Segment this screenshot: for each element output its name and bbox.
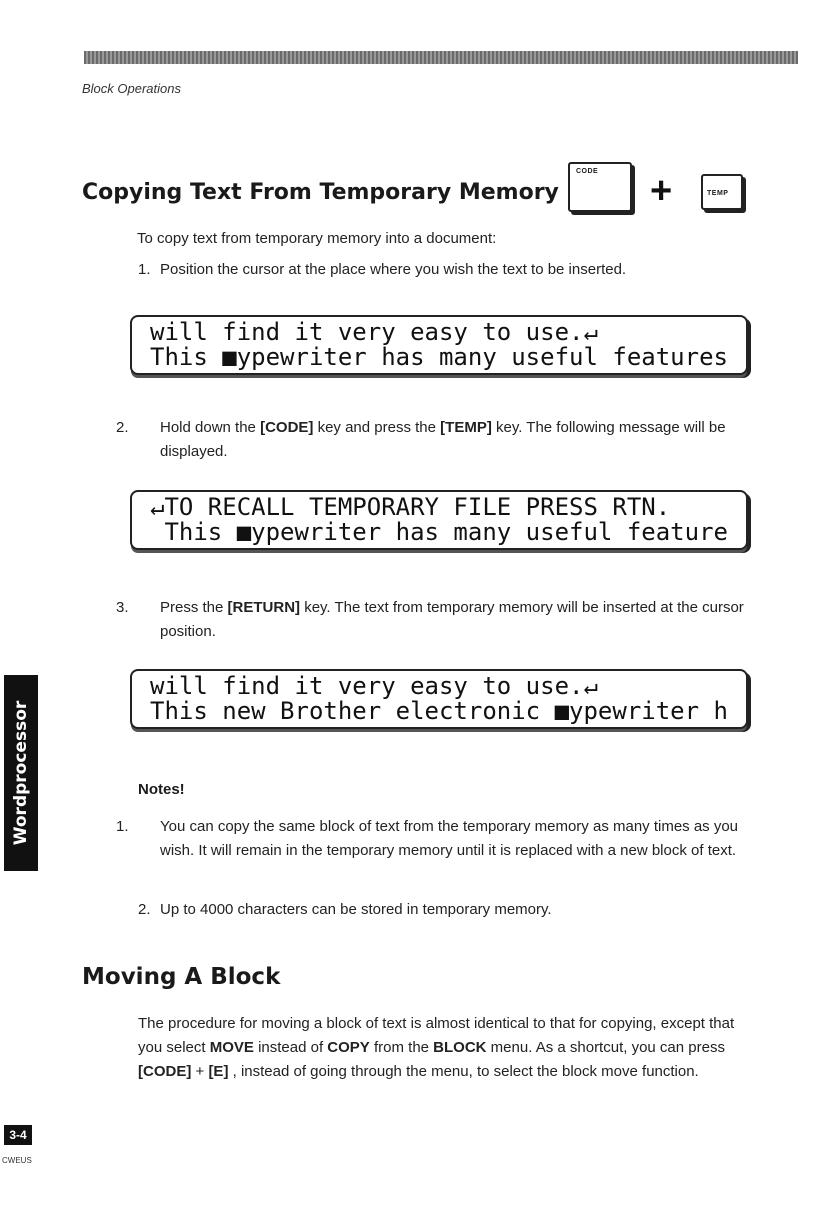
lcd-line: will find it very easy to use.↵	[150, 672, 598, 700]
note-number: 1.	[116, 818, 129, 835]
running-header: Block Operations	[82, 81, 181, 96]
paragraph-text: menu. As a shortcut, you can press	[486, 1039, 725, 1056]
lcd-line: This ■ypewriter has many useful features	[150, 343, 728, 371]
temp-key-label: TEMP	[707, 190, 729, 197]
e-key-ref: [E]	[208, 1063, 229, 1080]
paragraph-text: The procedure for moving a block of text is almost identical to that for copying, except that you select	[138, 1015, 735, 1056]
temp-key-ref: [TEMP]	[440, 419, 492, 436]
step-text: key. The following message will be displayed.	[160, 419, 726, 460]
move-keyword: MOVE	[209, 1039, 254, 1056]
document-code: CWEUS	[2, 1156, 32, 1165]
code-key-ref: [CODE]	[138, 1063, 192, 1080]
code-key-icon	[568, 162, 632, 212]
note-text: Up to 4000 characters can be stored in temporary memory.	[160, 901, 552, 918]
step-number: 3.	[116, 599, 129, 616]
plus-icon: +	[650, 170, 673, 212]
step-text: Hold down the	[160, 419, 261, 436]
note-number: 2.	[138, 901, 151, 918]
moving-paragraph	[138, 1012, 754, 1084]
lcd-line: This new Brother electronic ■ypewriter h	[150, 697, 728, 725]
step-number: 1.	[138, 261, 151, 278]
lcd-line: This ■ypewriter has many useful feature	[150, 518, 728, 546]
block-keyword: BLOCK	[433, 1039, 487, 1056]
copy-keyword: COPY	[327, 1039, 370, 1056]
step-2	[116, 416, 776, 464]
note-1	[116, 815, 776, 863]
side-tab-label: Wordprocessor	[11, 700, 31, 846]
paragraph-text: from the	[369, 1039, 434, 1056]
page-number: 3-4	[4, 1125, 32, 1145]
paragraph-text: +	[191, 1063, 209, 1080]
code-key-ref: [CODE]	[260, 419, 314, 436]
header-rule	[84, 51, 798, 64]
lcd-line: ↵TO RECALL TEMPORARY FILE PRESS RTN.	[150, 493, 671, 521]
step-3	[116, 596, 776, 644]
section-title-moving: Moving A Block	[82, 964, 281, 990]
temp-key-icon	[701, 174, 743, 210]
lcd-display-3	[130, 669, 748, 729]
step-number: 2.	[116, 419, 129, 436]
lcd-display-2	[130, 490, 748, 550]
step-text: key. The text from temporary memory will be inserted at the cursor position.	[160, 599, 744, 640]
section-title-copying: Copying Text From Temporary Memory	[82, 180, 559, 205]
lcd-line: will find it very easy to use.↵	[150, 318, 598, 346]
notes-heading: Notes!	[138, 781, 185, 798]
step-text: Press the	[160, 599, 228, 616]
lcd-display-1	[130, 315, 748, 375]
paragraph-text: , instead of going through the menu, to select the block move function.	[228, 1063, 699, 1080]
step-text: Position the cursor at the place where you wish the text to be inserted.	[160, 261, 627, 278]
step-1	[138, 258, 738, 282]
code-key-label: CODE	[576, 168, 599, 175]
side-tab	[4, 675, 38, 871]
paragraph-text: instead of	[253, 1039, 328, 1056]
step-text: key and press the	[313, 419, 441, 436]
note-text: You can copy the same block of text from the temporary memory as many times as you wish. It will remain in the temporary memory until it is replaced with a new block of text.	[160, 818, 739, 859]
return-key-ref: [RETURN]	[227, 599, 301, 616]
intro-text: To copy text from temporary memory into a document:	[137, 230, 497, 247]
note-2	[138, 898, 754, 922]
